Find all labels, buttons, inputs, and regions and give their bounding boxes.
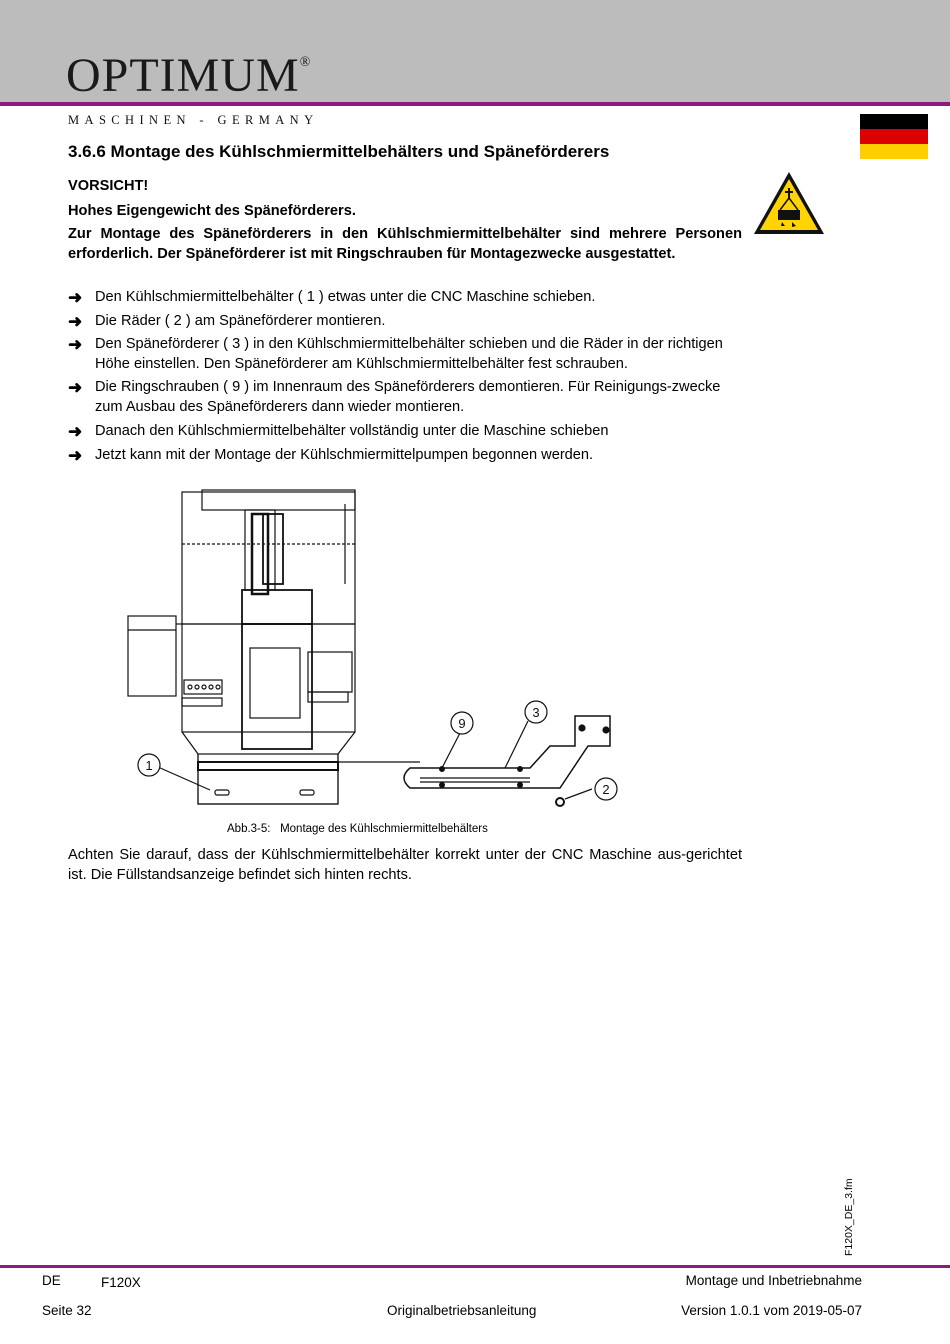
german-flag-icon: [860, 114, 928, 159]
step-item: ➜ Jetzt kann mit der Montage der Kühlschmiermittelpumpen begonnen werden.: [68, 446, 594, 465]
footer-doc-type: Originalbetriebsanleitung: [387, 1303, 537, 1318]
assembly-figure: [120, 484, 630, 814]
flag-stripe-gold: [860, 144, 928, 159]
source-file-label: F120X_DE_3.fm: [843, 1178, 855, 1256]
footer-version: Version 1.0.1 vom 2019-05-07: [681, 1303, 862, 1318]
brand-logo: OPTIMUM®: [66, 49, 312, 102]
arrow-right-icon: ➜: [68, 422, 83, 441]
section-title: 3.6.6 Montage des Kühlschmiermittelbehälters und Späneförderers: [68, 142, 610, 161]
step-item: ➜ Die Räder ( 2 ) am Späneförderer montieren.: [68, 312, 386, 331]
arrow-right-icon: ➜: [68, 312, 83, 331]
step-item: ➜ Den Kühlschmiermittelbehälter ( 1 ) etwas unter die CNC Maschine schieben.: [68, 288, 596, 307]
step-item: ➜ Danach den Kühlschmiermittelbehälter vollständig unter die Maschine schieben: [68, 422, 609, 441]
callout-3: 3: [532, 705, 540, 720]
callout-9: 9: [458, 716, 466, 731]
flag-stripe-black: [860, 114, 928, 129]
footer-rule: [0, 1265, 950, 1268]
callout-2: 2: [602, 782, 610, 797]
footer-language: DE: [42, 1273, 61, 1288]
flag-stripe-red: [860, 129, 928, 144]
step-item: ➜ Die Ringschrauben ( 9 ) im Innenraum des Späneförderers demontieren. Für Reinigungs-zwecke zum Ausbau des Späneförderers dann wieder montieren.: [68, 378, 721, 415]
brand-tagline: MASCHINEN - GERMANY: [68, 113, 319, 127]
warning-heading: VORSICHT!: [68, 178, 149, 194]
arrow-right-icon: ➜: [68, 288, 83, 307]
footer-chapter: Montage und Inbetriebnahme: [685, 1273, 862, 1288]
arrow-right-icon: ➜: [68, 335, 83, 354]
warning-line-2: Zur Montage des Späneförderers in den Kühlschmiermittelbehälter sind mehrere Personen erforderlich. Der Späneförderer ist mit Ringschrauben für Montagezwecke ausgestattet.: [68, 226, 742, 262]
arrow-right-icon: ➜: [68, 446, 83, 465]
step-item: ➜ Den Späneförderer ( 3 ) in den Kühlschmiermittelbehälter schieben und die Räder in der richtigen Höhe einstellen. Den Späneförderer am Kühlschmiermittelbehälter fest schrauben.: [68, 335, 723, 372]
alignment-note: Achten Sie darauf, dass der Kühlschmiermittelbehälter korrekt unter der CNC Maschine aus-gerichtet ist. Die Füllstandsanzeige befindet sich hinten rechts.: [68, 847, 742, 883]
footer-model: F120X: [101, 1275, 141, 1290]
callout-1: 1: [145, 758, 153, 773]
warning-line-1: Hohes Eigengewicht des Späneförderers.: [68, 203, 356, 219]
figure-caption: Abb.3-5: Montage des Kühlschmiermittelbehälters: [227, 823, 488, 835]
machine-enclosure: [182, 624, 355, 732]
arrow-right-icon: ➜: [68, 378, 83, 397]
suspended-load-warning-icon: [752, 170, 826, 236]
header-rule: [0, 102, 950, 106]
footer-page-number: Seite 32: [42, 1303, 92, 1318]
